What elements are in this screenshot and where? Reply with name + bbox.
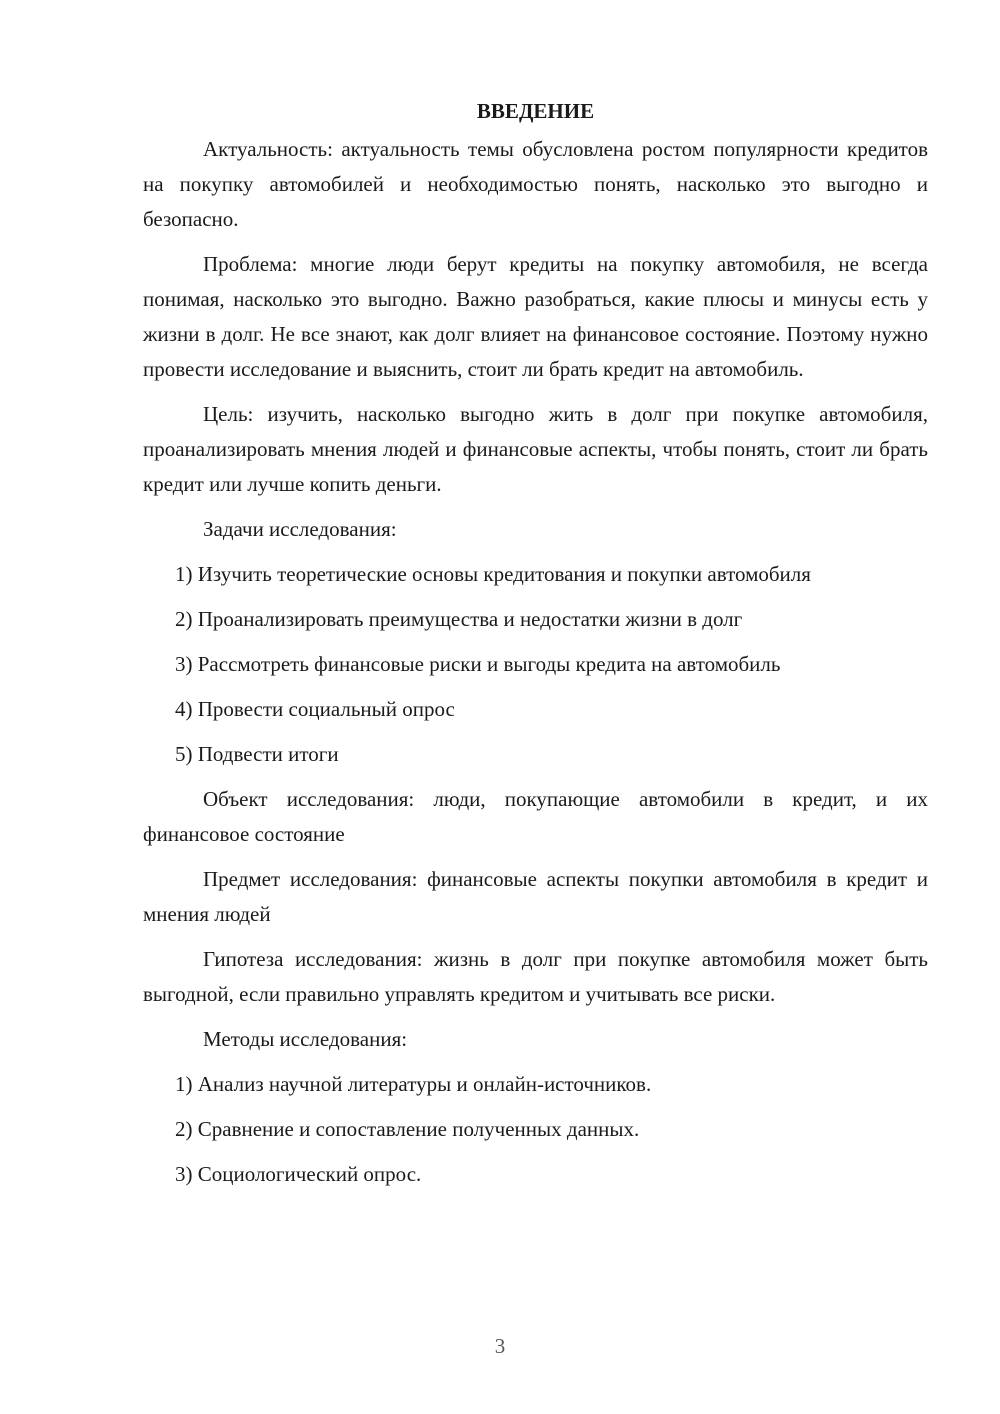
method-item: 3) Социологический опрос. [175, 1162, 422, 1186]
section-heading: ВВЕДЕНИЕ [476, 99, 595, 123]
task-item: 4) Провести социальный опрос [175, 697, 455, 721]
problem-paragraph: Проблема: многие люди берут кредиты на покупку автомобиля, не всегда понимая, насколько это выгодно. Важно разобраться, какие плюсы и минусы есть у жизни в долг. Не все знают, как долг влияет на финансовое состояние. Поэтому нужно провести исследование и выяснить, стоит ли брать кредит на автомобиль. [143, 252, 928, 381]
task-item: 1) Изучить теоретические основы кредитования и покупки автомобиля [175, 562, 811, 586]
task-item: 3) Рассмотреть финансовые риски и выгоды кредита на автомобиль [175, 652, 781, 676]
method-item: 1) Анализ научной литературы и онлайн-источников. [175, 1072, 652, 1096]
goal-paragraph: Цель: изучить, насколько выгодно жить в долг при покупке автомобиля, проанализировать мнения людей и финансовые аспекты, чтобы понять, стоит ли брать кредит или лучше копить деньги. [143, 402, 928, 496]
task-item: 5) Подвести итоги [175, 742, 339, 766]
document-page [143, 96, 928, 1202]
relevance-paragraph: Актуальность: актуальность темы обусловлена ростом популярности кредитов на покупку автомобилей и необходимостью понять, насколько это выгодно и безопасно. [143, 137, 928, 231]
object-paragraph: Объект исследования: люди, покупающие автомобили в кредит, и их финансовое состояние [143, 787, 928, 846]
hypothesis-paragraph: Гипотеза исследования: жизнь в долг при покупке автомобиля может быть выгодной, если правильно управлять кредитом и учитывать все риски. [143, 947, 928, 1006]
method-item: 2) Сравнение и сопоставление полученных данных. [175, 1117, 640, 1141]
methods-heading: Методы исследования: [203, 1027, 408, 1051]
subject-paragraph: Предмет исследования: финансовые аспекты покупки автомобиля в кредит и мнения людей [143, 867, 928, 926]
task-item: 2) Проанализировать преимущества и недостатки жизни в долг [175, 607, 743, 631]
page-number: 3 [494, 1334, 506, 1358]
tasks-heading: Задачи исследования: [203, 517, 397, 541]
